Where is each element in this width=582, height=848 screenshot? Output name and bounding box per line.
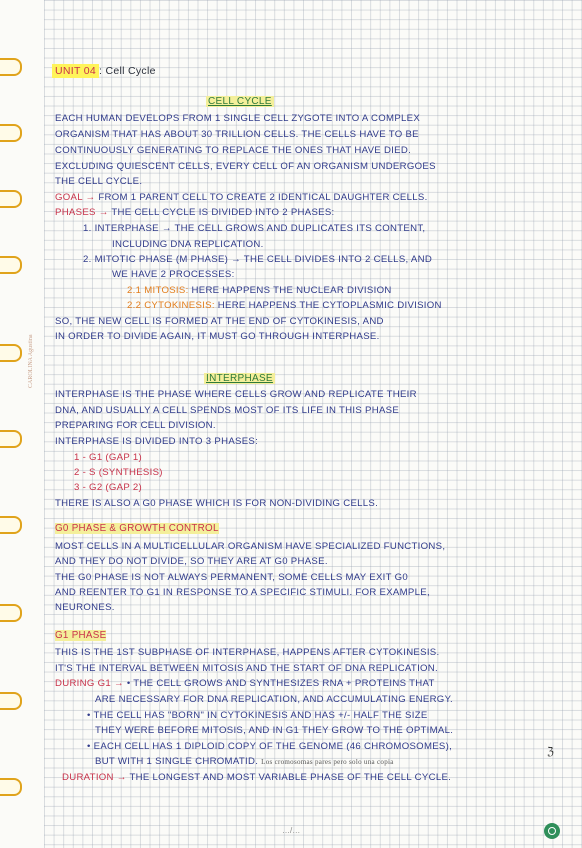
so-line: IN ORDER TO DIVIDE AGAIN, IT MUST GO THROUGH INTERPHASE. (55, 331, 380, 342)
interphase-list-item: 3 - G2 (GAP 2) (74, 482, 143, 493)
binder-ring-icon (0, 190, 22, 208)
app-logo-icon (544, 823, 560, 839)
phases-text: THE CELL CYCLE IS DIVIDED INTO 2 PHASES: (108, 207, 335, 218)
binder-ring-icon (0, 430, 22, 448)
sub-phase-text: HERE HAPPENS THE NUCLEAR DIVISION (188, 285, 392, 296)
binder-ring-icon (0, 124, 22, 142)
sub-phase (127, 300, 442, 312)
binder-ring-icon (0, 58, 22, 76)
unit-label: UNIT 04 (52, 64, 99, 78)
binder-ring-icon (0, 604, 22, 622)
phase-item: 1. INTERPHASE → THE CELL GROWS AND DUPLICATES ITS CONTENT, (83, 223, 426, 234)
sub-phase (127, 285, 392, 297)
unit-subtitle: : Cell Cycle (99, 65, 156, 77)
g1-detail: THEY WERE BEFORE MITOSIS, AND IN G1 THEY GROW TO THE OPTIMAL. (95, 725, 454, 736)
duration-text: THE LONGEST AND MOST VARIABLE PHASE OF THE CELL CYCLE. (126, 772, 452, 783)
interphase-line: DNA, AND USUALLY A CELL SPENDS MOST OF ITS LIFE IN THIS PHASE (55, 405, 400, 416)
interphase-heading: INTERPHASE (206, 373, 273, 384)
interphase-list-item: 2 - S (SYNTHESIS) (74, 467, 163, 478)
intro-line: ORGANISM THAT HAS ABOUT 30 TRILLION CELLS. THE CELLS HAVE TO BE (55, 129, 419, 140)
phase-item: 2. MITOTIC PHASE (M PHASE) → THE CELL DIVIDES INTO 2 CELLS, AND (83, 254, 433, 265)
phases-label: PHASES → (55, 207, 109, 218)
interphase-line: INTERPHASE IS THE PHASE WHERE CELLS GROW AND REPLICATE THEIR (55, 389, 417, 400)
chromosome-doodle-icon: ℨ (547, 745, 554, 758)
intro-line: CONTINUOUSLY GENERATING TO REPLACE THE ONES THAT HAVE DIED. (55, 145, 412, 156)
g1-detail: • THE CELL HAS "BORN" IN CYTOKINESIS AND HAS +/- HALF THE SIZE (87, 710, 428, 721)
during-g1-line (55, 678, 435, 690)
g0-line: NEURONES. (55, 602, 115, 613)
phases-line (55, 207, 335, 219)
g1-detail: ARE NECESSARY FOR DNA REPLICATION, AND ACCUMULATING ENERGY. (95, 694, 453, 705)
binder-ring-icon (0, 692, 22, 710)
g1-line: IT'S THE INTERVAL BETWEEN MITOSIS AND THE START OF DNA REPLICATION. (55, 663, 439, 674)
sub-phase-label: 2.2 CYTOKINESIS: (127, 300, 215, 311)
g0-line: AND THEY DO NOT DIVIDE, SO THEY ARE AT G0 PHASE. (55, 556, 328, 567)
intro-line: EACH HUMAN DEVELOPS FROM 1 SINGLE CELL ZYGOTE INTO A COMPLEX (55, 113, 421, 124)
g1-heading: G1 PHASE (55, 630, 107, 641)
interphase-line: PREPARING FOR CELL DIVISION. (55, 420, 216, 431)
duration-label: DURATION → (62, 772, 127, 783)
goal-label: GOAL → (55, 192, 96, 203)
interphase-line: INTERPHASE IS DIVIDED INTO 3 PHASES: (55, 436, 259, 447)
phase-item: INCLUDING DNA REPLICATION. (112, 239, 264, 250)
g1-line: THIS IS THE 1ST SUBPHASE OF INTERPHASE, HAPPENS AFTER CYTOKINESIS. (55, 647, 440, 658)
binder-ring-icon (0, 256, 22, 274)
unit-title (52, 65, 156, 77)
cell-cycle-heading: CELL CYCLE (208, 96, 272, 107)
g1-detail (95, 756, 394, 768)
binder-ring-icon (0, 778, 22, 796)
g0-heading: G0 PHASE & GROWTH CONTROL (55, 523, 219, 534)
g1-detail-text: BUT WITH 1 SINGLE CHROMATID. (95, 756, 259, 767)
phase-item: WE HAVE 2 PROCESSES: (112, 269, 235, 280)
spanish-note: Los cromosomas pares pero solo una copia (261, 758, 394, 766)
side-note: CAROLINA Agustina (28, 334, 34, 388)
goal-text: FROM 1 PARENT CELL TO CREATE 2 IDENTICAL DAUGHTER CELLS. (95, 192, 428, 203)
intro-line: THE CELL CYCLE. (55, 176, 143, 187)
page-continue-marker: …/… (282, 826, 301, 835)
intro-line: EXCLUDING QUIESCENT CELLS, EVERY CELL OF AN ORGANISM UNDERGOES (55, 161, 436, 172)
during-g1-label: DURING G1 → (55, 678, 124, 689)
interphase-list-item: 1 - G1 (GAP 1) (74, 452, 143, 463)
g1-detail: • EACH CELL HAS 1 DIPLOID COPY OF THE GENOME (46 CHROMOSOMES), (87, 741, 453, 752)
g0-line: THE G0 PHASE IS NOT ALWAYS PERMANENT, SOME CELLS MAY EXIT G0 (55, 572, 408, 583)
sub-phase-text: HERE HAPPENS THE CYTOPLASMIC DIVISION (214, 300, 442, 311)
g0-note: THERE IS ALSO A G0 PHASE WHICH IS FOR NON-DIVIDING CELLS. (55, 498, 379, 509)
during-g1-text: • THE CELL GROWS AND SYNTHESIZES RNA + PROTEINS THAT (123, 678, 435, 689)
g0-line: AND REENTER TO G1 IN RESPONSE TO A SPECIFIC STIMULI. FOR EXAMPLE, (55, 587, 430, 598)
so-line: SO, THE NEW CELL IS FORMED AT THE END OF CYTOKINESIS, AND (55, 316, 384, 327)
sub-phase-label: 2.1 MITOSIS: (127, 285, 189, 296)
g0-line: MOST CELLS IN A MULTICELLULAR ORGANISM HAVE SPECIALIZED FUNCTIONS, (55, 541, 446, 552)
duration-line (62, 772, 451, 784)
binder-ring-icon (0, 516, 22, 534)
binder-ring-icon (0, 344, 22, 362)
goal-line (55, 192, 428, 204)
